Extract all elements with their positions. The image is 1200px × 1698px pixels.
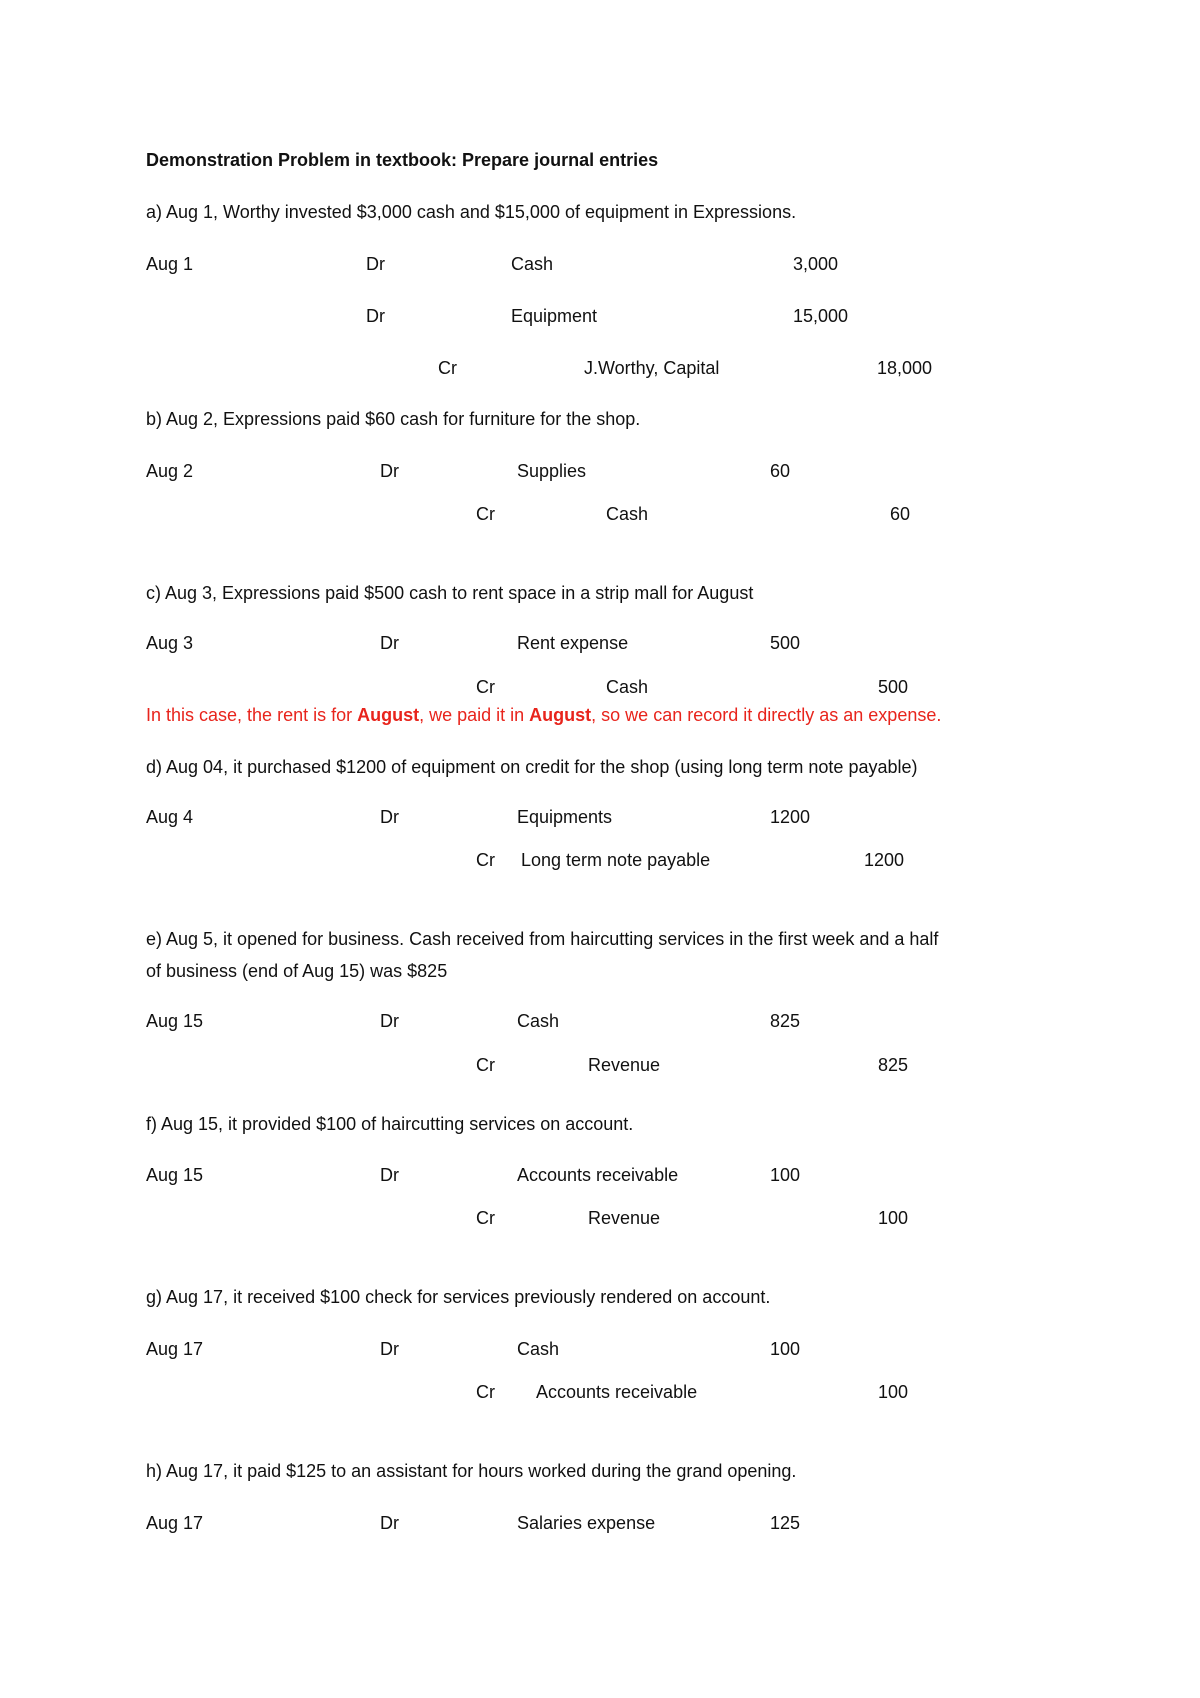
problem-f-line1-account: Accounts receivable (517, 1165, 679, 1185)
problem-e-line1-account: Cash (517, 1011, 560, 1031)
problem-b-line2-amount: 60 (890, 504, 911, 524)
problem-g-line2-side: Cr (476, 1382, 495, 1402)
problem-b-line1-amount: 60 (770, 461, 791, 481)
problem-g-line1-amount: 100 (770, 1339, 801, 1359)
problem-g-line2-amount: 100 (878, 1382, 909, 1402)
problem-f-line2-account: Revenue (588, 1208, 661, 1228)
problem-g-line1-account: Cash (517, 1339, 560, 1359)
problem-g-line1-side: Dr (380, 1339, 399, 1359)
problem-a-line3-account: J.Worthy, Capital (584, 358, 720, 378)
problem-d-line2-amount: 1200 (864, 850, 905, 870)
problem-c-line2-account: Cash (606, 677, 649, 697)
problem-c-line1-side: Dr (380, 633, 399, 653)
problem-g-date: Aug 17 (146, 1339, 204, 1359)
problem-g-line2-account: Accounts receivable (536, 1382, 698, 1402)
problem-e-line1-amount: 825 (770, 1011, 801, 1031)
problem-b-prompt: b) Aug 2, Expressions paid $60 cash for furniture for the shop. (146, 409, 641, 429)
problem-e-prompt-line1: e) Aug 5, it opened for business. Cash received from haircutting services in the first week and a half (146, 929, 939, 949)
page-title: Demonstration Problem in textbook: Prepare journal entries (146, 150, 659, 170)
problem-g-prompt: g) Aug 17, it received $100 check for services previously rendered on account. (146, 1287, 771, 1307)
problem-f-line2-side: Cr (476, 1208, 495, 1228)
problem-c-note-emphasis: August (357, 705, 420, 725)
problem-a-line1-account: Cash (511, 254, 554, 274)
problem-b-line2-account: Cash (606, 504, 649, 524)
problem-a-date: Aug 1 (146, 254, 194, 274)
problem-h-line1-account: Salaries expense (517, 1513, 656, 1533)
problem-a-line3-amount: 18,000 (877, 358, 933, 378)
problem-e-date: Aug 15 (146, 1011, 204, 1031)
problem-a-line1-side: Dr (366, 254, 385, 274)
problem-d-line2-account: Long term note payable (521, 850, 711, 870)
problem-c-note: In this case, the rent is for August, we paid it in August, so we can record it directly as an expense. (146, 705, 942, 725)
problem-c-line1-account: Rent expense (517, 633, 629, 653)
problem-c-prompt: c) Aug 3, Expressions paid $500 cash to rent space in a strip mall for August (146, 583, 754, 603)
problem-b-line2-side: Cr (476, 504, 495, 524)
problem-e-prompt-line2: of business (end of Aug 15) was $825 (146, 961, 448, 981)
problem-a-prompt: a) Aug 1, Worthy invested $3,000 cash and $15,000 of equipment in Expressions. (146, 202, 797, 222)
problem-f-line1-amount: 100 (770, 1165, 801, 1185)
problem-a-line2-amount: 15,000 (793, 306, 849, 326)
problem-f-prompt: f) Aug 15, it provided $100 of haircutting services on account. (146, 1114, 634, 1134)
problem-b-date: Aug 2 (146, 461, 194, 481)
problem-h-line1-side: Dr (380, 1513, 399, 1533)
problem-e-line2-amount: 825 (878, 1055, 909, 1075)
problem-a-line2-account: Equipment (511, 306, 598, 326)
problem-c-line1-amount: 500 (770, 633, 801, 653)
problem-c-date: Aug 3 (146, 633, 194, 653)
problem-d-line1-account: Equipments (517, 807, 613, 827)
problem-b-line1-account: Supplies (517, 461, 587, 481)
problem-d-line2-side: Cr (476, 850, 495, 870)
problem-a-line1-amount: 3,000 (793, 254, 839, 274)
problem-b-line1-side: Dr (380, 461, 399, 481)
problem-h-date: Aug 17 (146, 1513, 204, 1533)
problem-c-line2-amount: 500 (878, 677, 909, 697)
problem-d-line1-amount: 1200 (770, 807, 811, 827)
problem-f-line1-side: Dr (380, 1165, 399, 1185)
problem-f-date: Aug 15 (146, 1165, 204, 1185)
problem-h-line1-amount: 125 (770, 1513, 801, 1533)
problem-e-line1-side: Dr (380, 1011, 399, 1031)
problem-a-line2-side: Dr (366, 306, 385, 326)
problem-f-line2-amount: 100 (878, 1208, 909, 1228)
problem-a-line3-side: Cr (438, 358, 457, 378)
problem-d-prompt: d) Aug 04, it purchased $1200 of equipment on credit for the shop (using long term note payable) (146, 757, 918, 777)
problem-c-line2-side: Cr (476, 677, 495, 697)
problem-d-line1-side: Dr (380, 807, 399, 827)
problem-c-note-emphasis: August (529, 705, 592, 725)
problem-e-line2-account: Revenue (588, 1055, 661, 1075)
problem-d-date: Aug 4 (146, 807, 194, 827)
problem-h-prompt: h) Aug 17, it paid $125 to an assistant for hours worked during the grand opening. (146, 1461, 797, 1481)
problem-e-line2-side: Cr (476, 1055, 495, 1075)
